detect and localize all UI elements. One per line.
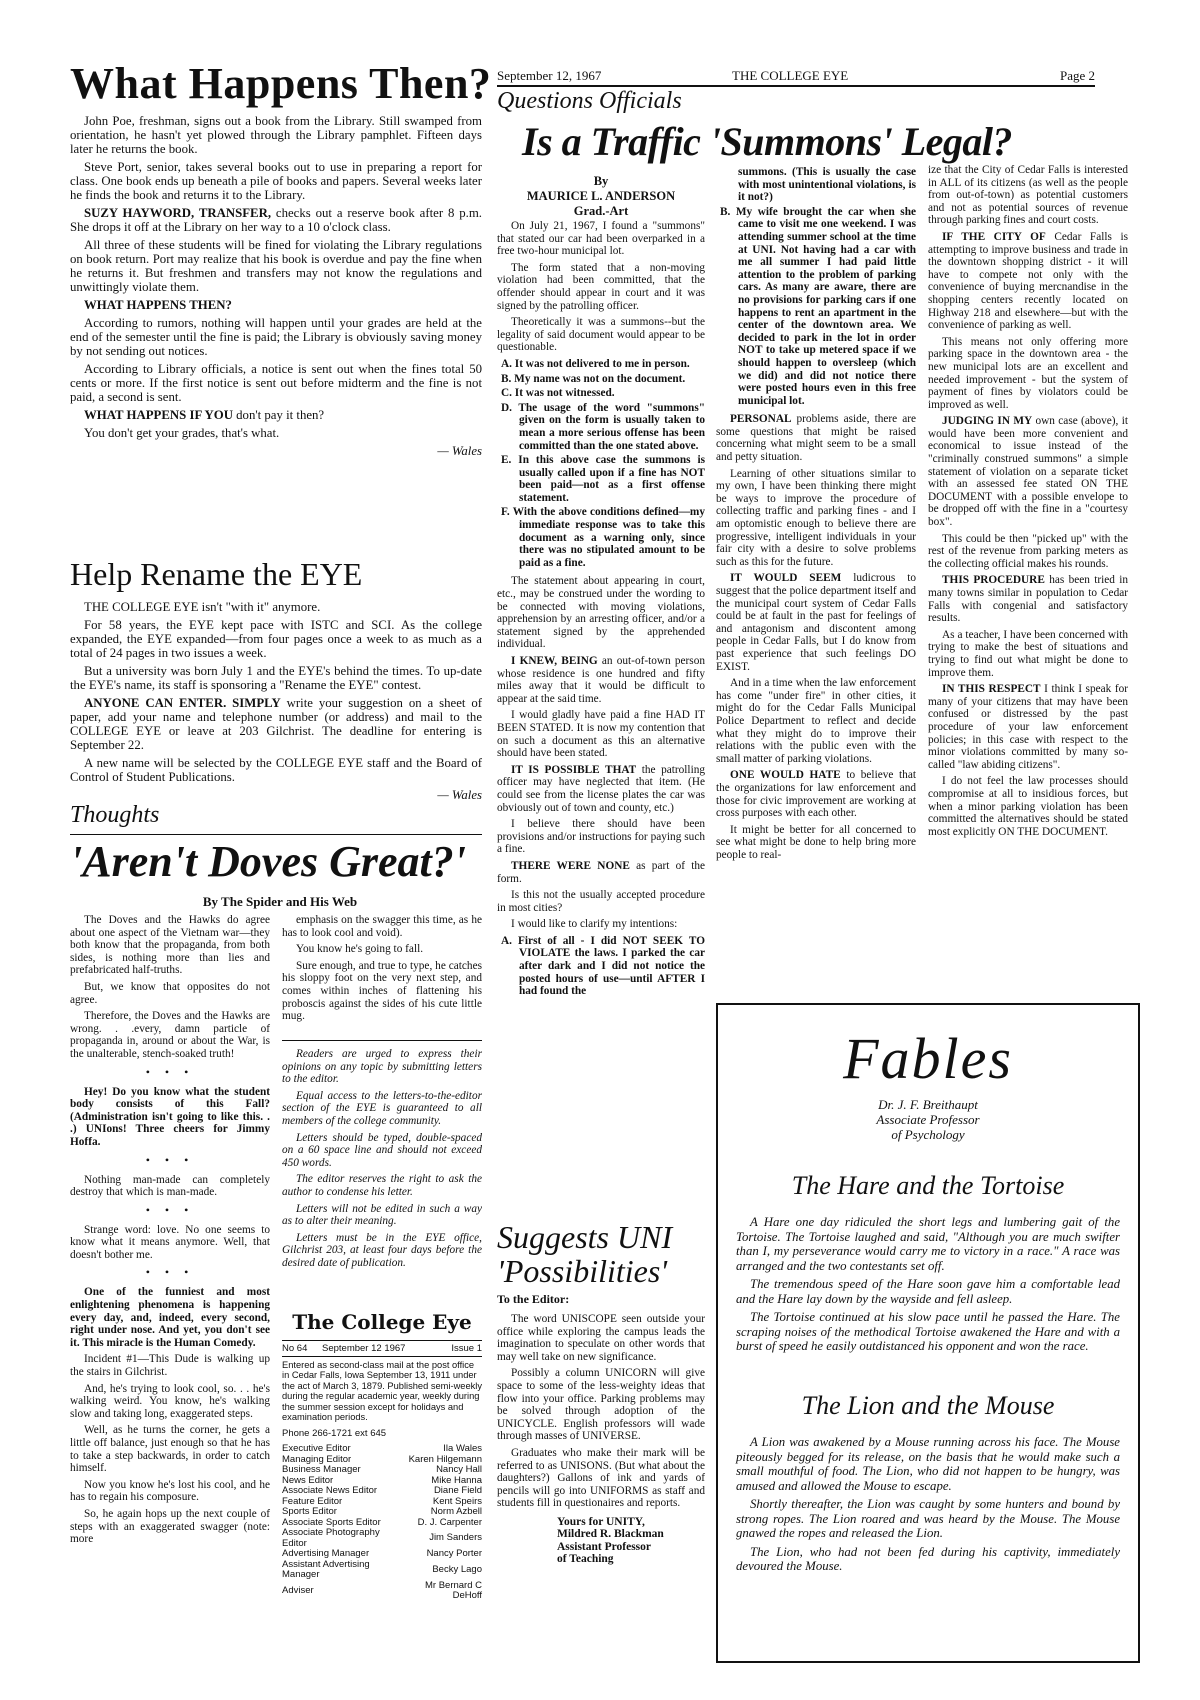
paragraph: And in a time when the law enforcement has come "under fire" in other cities, it might do for the Cedar Falls Municipal Police Department to reflect and decide what they might do to improve their relations with the public even with the small matter of parking violations.	[716, 677, 916, 765]
paragraph	[70, 206, 482, 234]
staff-role: Associate Photography Editor	[282, 1527, 380, 1549]
staff-role: News Editor	[282, 1474, 334, 1486]
paragraph-text: don't pay it then?	[232, 408, 325, 422]
list-item: D. The usage of the word "summons" given on the form is usually taken to mean a more serious offense has been committed than the one stated above.	[501, 401, 705, 452]
staff-role: Business Manager	[282, 1464, 361, 1475]
paragraph: You don't get your grades, that's what.	[84, 426, 280, 440]
paragraph: But, we know that opposites do not agree.	[70, 980, 270, 1006]
paragraph	[70, 696, 482, 752]
issue-number: No 64	[282, 1343, 308, 1354]
paragraph: The statement about appearing in court, etc., may be construed under the wording to be connected with moving violations, apprehension by an arresting officer, and/or a statement signed by the apprehended individual.	[497, 575, 705, 651]
paragraph: I would like to clarify my intentions:	[511, 918, 678, 931]
paragraph: And, he's trying to look cool, so. . . he's walking weird. You know, he's walking slow and taking long, exaggerated steps.	[70, 1382, 270, 1420]
byline-by: By	[593, 174, 609, 188]
fable-2-text	[736, 1435, 1120, 1578]
lead-in: ANYONE CAN ENTER. SIMPLY	[84, 696, 281, 710]
policy-paragraph: Letters must be in the EYE office, Gilchrist 203, at least four days before the desired date of publication.	[282, 1231, 482, 1269]
paragraph	[928, 683, 1128, 771]
summons-column-3	[928, 164, 1128, 842]
staff-table	[282, 1444, 482, 1602]
paragraph-text: as part of the form.	[497, 859, 705, 885]
author-title: of Psychology	[891, 1127, 965, 1142]
salutation: To the Editor:	[497, 1292, 570, 1306]
paragraph: Steve Port, senior, takes several books out to use in preparing a report for class. One book ends up beneath a pile of books and papers. Several weeks later he finds the book and returns it to the Library.	[70, 160, 482, 202]
paragraph: According to Library officials, a notice is sent out when the fines total 50 cents or more. If the first notice is sent out before midterm and the fine is not paid, a second is sent.	[70, 362, 482, 404]
staff-row	[282, 1549, 482, 1560]
byline-title: Grad.-Art	[573, 204, 629, 218]
byline-author: MAURICE L. ANDERSON	[526, 189, 676, 203]
staff-role: Associate Sports Editor	[282, 1516, 381, 1528]
paragraph: So, he again hops up the next couple of steps with an exaggerated swagger (note: more	[70, 1507, 270, 1546]
list-item: A. It was not delivered to me in person.	[501, 357, 690, 370]
uni-signature	[557, 1516, 705, 1566]
paragraph: Theoretically it was a summons--but the legality of said document would appear to be questionable.	[497, 316, 705, 354]
paragraph: The tremendous speed of the Hare soon gave him a comfortable lead and the Hare lay down by the wayside and fell asleep.	[736, 1277, 1120, 1306]
staff-person: Becky Lago	[432, 1563, 482, 1575]
uni-title-line-1: Suggests UNI	[497, 1219, 673, 1255]
lead-in: JUDGING IN MY	[942, 415, 1033, 428]
lead-in: THIS PROCEDURE	[942, 574, 1045, 587]
list-item: B. My name was not on the document.	[501, 372, 686, 385]
list-item: B. My wife brought the car when she came to visit me one weekend. I was attending summer school at the time at UNI. Not having had a car with me all summer I had paid little attention to the problem of parking cars. As many are aware, there are no provisions for parking cars if one happens to rent an apartment in the center of the downtown area. We decided to park in the lot in order NOT to take up metered space if we should happen to oversleep (which we did) and did not notice there were posted hours even in this free municipal lot.	[720, 205, 916, 407]
list-item: F. With the above conditions defined—my immediate response was to take this document as a warning only, since there was no stipulated amount to be paid as a fine.	[501, 506, 705, 569]
fables-box	[716, 1003, 1140, 1663]
paragraph: For 58 years, the EYE kept pace with ISTC and SCI. As the college expanded, the EYE expanded—from four pages once a week to as much as a total of 24 pages in two issues a week.	[70, 618, 482, 660]
paragraph	[497, 655, 705, 705]
paragraph: Possibly a column UNICORN will give space to some of the less-weighty ideas that flow into your office. Parking problems may be solved through adoption of the UNICYCLE. English professors will wade through masses of UNIVERSE.	[497, 1367, 705, 1443]
staff-row	[282, 1465, 482, 1476]
header-rule	[497, 85, 1095, 87]
lead-in: THERE WERE NONE	[511, 859, 630, 872]
paragraph: Learning of other situations similar to my own, I have been thinking there might be ways to improve the procedure of collecting traffic and parking fines - and I am optomistic enough to believe there are progressive, intelligent individuals in your fair city with a desire to solve problems such as this for the future.	[716, 467, 916, 568]
staff-person: Norm Azbell	[430, 1506, 482, 1517]
masthead-rule	[282, 1356, 482, 1357]
paragraph: It might be better for all concerned to see what might be done to help bring more people to real-	[716, 823, 916, 861]
policy-paragraph: Equal access to the letters-to-the-editor section of the EYE is guaranteed to all members of the college community.	[282, 1089, 482, 1127]
fable-1-title: The Hare and the Tortoise	[791, 1171, 1065, 1200]
paragraph: One of the funniest and most enlightening phenomena is happening every day, and, indeed, every second, right under nose. And yet, you don't see it. This miracle is the Human Comedy.	[70, 1286, 270, 1349]
issue-date: September 12 1967	[322, 1343, 406, 1354]
signature-line: Yours for UNITY,	[557, 1515, 645, 1528]
paragraph: As a teacher, I have been concerned with trying to make the best of situations and trying to find out what might be done to improve them.	[928, 628, 1128, 679]
paragraph: Strange word: love. No one seems to know what it means anymore. Well, that doesn't bother me.	[70, 1223, 270, 1261]
doves-column-2	[282, 914, 482, 1027]
rename-article	[70, 600, 482, 803]
list-item: E. In this above case the summons is usually called upon if a fine has NOT been paid—not as a first offense statement.	[501, 454, 705, 504]
policy-rule	[282, 1040, 482, 1041]
paragraph: Shortly thereafter, the Lion was caught by some hunters and bound by strong ropes. The Lion roared and was heard by the Mouse. The Mouse gnawed the ropes and released the Lion.	[736, 1497, 1120, 1540]
staff-role: Feature Editor	[282, 1495, 343, 1507]
paragraph: Graduates who make their mark will be referred to as UNISONS. (But what about the daughters?) Gallons of ink and yards of pencils will go into UNIFORMS as staff and students fill in questionaires and reports.	[497, 1446, 705, 1510]
staff-person: Karen Hilgemann	[408, 1453, 482, 1465]
paragraph: The form stated that a non-moving violation had been committed, that the offender should appear in court and it was signed by the patrolling officer.	[497, 261, 705, 312]
subhead: WHAT HAPPENS THEN?	[84, 298, 232, 312]
doves-column-1	[70, 914, 270, 1550]
signature-line: Assistant Professor	[557, 1540, 652, 1553]
paragraph: You know he's going to fall.	[296, 943, 424, 956]
summons-title: Is a Traffic 'Summons' Legal?	[522, 119, 1012, 164]
header-paper-name: THE COLLEGE EYE	[732, 68, 849, 83]
doves-kicker: Thoughts	[70, 802, 160, 828]
staff-person: D. J. Carpenter	[417, 1516, 482, 1528]
letters-policy	[282, 1048, 482, 1274]
kicker-rule	[70, 834, 482, 835]
staff-role: Associate News Editor	[282, 1485, 378, 1496]
author-name: Dr. J. F. Breithaupt	[878, 1097, 978, 1112]
paragraph: The word UNISCOPE seen outside your office while exploring the campus leads the imagination to speculate on other words that may well take on new significance.	[497, 1313, 705, 1363]
uni-title-line-2: 'Possibilities'	[497, 1253, 668, 1289]
paragraph: All three of these students will be fined for violating the Library regulations on book return. Port may realize that his book is overdue and pay the fine when he returns it. But freshmen and transfers may not know the regulations and unwittingly violate them.	[70, 238, 482, 294]
paragraph: This could be then "picked up" with the rest of the revenue from parking meters as the collecting official makes his rounds.	[928, 532, 1128, 570]
page-header	[497, 64, 1095, 86]
staff-role: Executive Editor	[282, 1443, 351, 1454]
staff-person: Ila Wales	[443, 1443, 482, 1454]
paragraph: Therefore, the Doves and the Hawks are wrong. . .every, damn particle of propaganda in, around or about the War, is the unalterable, stench-soaked truth!	[70, 1010, 270, 1060]
paragraph	[928, 415, 1128, 528]
lead-in: SUZY HAYWORD, TRANSFER,	[84, 206, 272, 220]
lead-in: IT IS POSSIBLE THAT	[511, 763, 637, 776]
fables-title: Fables	[843, 1026, 1013, 1091]
what-happens-article	[70, 114, 482, 459]
author-title: Associate Professor	[876, 1112, 980, 1127]
paragraph: A Lion was awakened by a Mouse running across his face. The Mouse piteously begged for its release, on the basis that he would make such a small mouthful of food. The Lion, who did not happen to be hungry, was amused and allowed the Mouse to escape.	[736, 1435, 1120, 1493]
staff-person: Nancy Porter	[426, 1548, 482, 1559]
paragraph: The Lion, who had not been fed during his captivity, immediately devoured the Mouse.	[736, 1544, 1120, 1573]
paragraph: I would gladly have paid a fine HAD IT BEEN STATED. It is now my contention that on such a document as this an alternative should have been stated.	[497, 709, 705, 760]
paragraph: John Poe, freshman, signs out a book from the Library. Still swamped from orientation, he hasn't yet plowed through the Library pamphlet. Fifteen days later he returns the book.	[70, 114, 482, 156]
lead-in: WHAT HAPPENS IF YOU	[84, 408, 233, 422]
paragraph-text: has been tried in many towns similar in population to Cedar Falls with congenial and satisfactory results.	[928, 574, 1129, 625]
lead-in: IT WOULD SEEM	[730, 572, 842, 585]
objection-list	[497, 358, 705, 570]
paragraph: emphasis on the swagger this time, as he has to look cool and void).	[282, 914, 482, 939]
paragraph	[928, 231, 1128, 332]
lead-in: PERSONAL	[730, 413, 792, 426]
separator-stars: • • •	[145, 1265, 195, 1280]
summons-kicker: Questions Officials	[497, 88, 682, 114]
list-item: summons. (This is usually the case with most unintentional violations, is it not?)	[738, 166, 916, 204]
paragraph: A Hare one day ridiculed the short legs and lumbering gait of the Tortoise. The Tortoise laughed and said, "Although you are much swifter than I, my perseverance would carry me to victory in a race." A race was arranged and the two contestants set off.	[736, 1215, 1120, 1273]
intentions-list-cont	[716, 166, 916, 407]
paragraph: Sure enough, and true to type, he catches his sloppy foot on the very next step, and comes within inches of flattening his proboscis against the sides of his cute little mug.	[282, 959, 482, 1023]
masthead-rule	[282, 1340, 482, 1341]
staff-person: Mike Hanna	[431, 1474, 482, 1486]
policy-paragraph: Letters should be typed, double-spaced on a 60 space line and should not exceed 450 words.	[282, 1131, 482, 1169]
paragraph: But a university was born July 1 and the EYE's behind the times. To up-date the EYE's name, its staff is sponsoring a "Rename the EYE" contest.	[70, 664, 482, 692]
paragraph: On July 21, 1967, I found a "summons" that stated our car had been overparked in a free two-hour municipal lot.	[497, 220, 705, 258]
uni-article	[497, 1220, 705, 1566]
paragraph-text: I think I speak for many of your citizens that may have been confused or distressed by the past procedure of your law enforcement policies; in this case with respect to the minor violations committed by many so-called "law abiding citizens".	[928, 683, 1129, 771]
masthead-nameplate: The College Eye	[292, 1310, 472, 1334]
staff-role: Assistant Advertising Manager	[282, 1558, 370, 1580]
doves-title: 'Aren't Doves Great?'	[70, 837, 466, 886]
policy-paragraph: The editor reserves the right to ask the author to condense his letter.	[282, 1173, 482, 1198]
policy-paragraph: Letters will not be edited in such a way as to alter their meaning.	[282, 1202, 482, 1228]
header-date: September 12, 1967	[497, 68, 602, 83]
paragraph: This means not only offering more parking space in the downtown area - the new municipal lots are an excellent and needed improvement - but the system of payment of fines by violators could be improved as well.	[928, 335, 1128, 411]
paragraph-text: write your suggestion on a sheet of paper, add your name and telephone number (or address) and mail to the COLLEGE EYE or leave at 203 Gilchrist. The deadline for entering is September 22.	[70, 696, 482, 752]
paragraph	[70, 408, 482, 422]
entry-notice: Entered as second-class mail at the post office in Cedar Falls, Iowa September 13, 1911 under the act of March 3, 1879. Published semi-weekly during the regular academic year, weekly during the summer session except for holidays and examination periods.	[282, 1360, 482, 1423]
phone-number: Phone 266-1721 ext 645	[282, 1428, 387, 1439]
separator-stars: • • •	[145, 1202, 195, 1217]
signature: — Wales	[437, 788, 482, 802]
lead-in: I KNEW, BEING	[511, 655, 598, 667]
staff-row	[282, 1581, 482, 1602]
lead-in: IF THE CITY OF	[942, 230, 1046, 243]
issue-line	[282, 1343, 482, 1354]
paragraph	[716, 769, 916, 819]
paragraph-text: problems aside, there are some questions that might be raised concerning what might seem to be a small and petty situation.	[716, 413, 916, 464]
summons-byline	[497, 174, 705, 219]
paragraph-text: the patrolling officer may have neglected that item. (He could see from the license plates the car was obviously out of town and county, etc.)	[497, 763, 705, 814]
paragraph-text: own case (above), it would have been more convenient and economical to issue instead of the "criminally construed summons" a simple statement of violation on a separate ticket with an assessed fee stated ON THE DOCUMENT with a possible envelope to be dropped off with the fine in a "courtesy box".	[928, 415, 1128, 529]
lead-in: ONE WOULD HATE	[730, 769, 841, 782]
fable-1-text	[736, 1215, 1120, 1358]
paragraph: I do not feel the law processes should compromise at all to insidious forces, but when a minor parking violation has been committed the alternatives should be stated most explicitly ON THE DOCUMENT.	[928, 775, 1128, 838]
paragraph-text: checks out a reserve book after 8 p.m. She drops it off at the Library on her way to a 10 o'clock class.	[70, 206, 482, 234]
staff-person: Jim Sanders	[429, 1532, 482, 1544]
summons-column-2	[716, 164, 916, 865]
paragraph	[716, 572, 916, 673]
rename-title: Help Rename the EYE	[70, 556, 363, 592]
signature-line: Mildred R. Blackman	[557, 1528, 664, 1541]
paragraph: According to rumors, nothing will happen until your grades are held at the end of the semester until the fine is paid; the Library is obviously saving money by not sending out notices.	[70, 316, 482, 358]
paragraph	[497, 860, 705, 885]
paragraph: THE COLLEGE EYE isn't "with it" anymore.	[84, 600, 321, 614]
policy-paragraph: Readers are urged to express their opinions on any topic by submitting letters to the editor.	[282, 1048, 482, 1086]
issue-label: Issue 1	[451, 1343, 482, 1354]
separator-stars: • • •	[145, 1152, 195, 1167]
fables-author	[718, 1097, 1138, 1142]
paragraph: Incident #1—This Dude is walking up the stairs in Gilchrist.	[70, 1353, 270, 1379]
staff-row	[282, 1560, 482, 1581]
staff-row	[282, 1444, 482, 1455]
staff-role: Managing Editor	[282, 1453, 352, 1465]
paragraph-text: to believe that the organizations for law enforcement and those for civic improvement are working at cross purposes with each other.	[716, 769, 916, 820]
fable-2-title: The Lion and the Mouse	[801, 1391, 1055, 1420]
paragraph	[497, 764, 705, 814]
paragraph: I believe there should have been provisions and/or instructions for paying such a fine.	[497, 818, 705, 856]
staff-role: Advertising Manager	[282, 1548, 370, 1559]
staff-person: Diane Field	[433, 1485, 482, 1496]
signature-line: of Teaching	[557, 1553, 614, 1566]
separator-stars: • • •	[145, 1064, 195, 1079]
paragraph: The Doves and the Hawks do agree about one aspect of the Vietnam war—they both know that the propaganda, from both sides, is nothing more than lies and prefabricated half-truths.	[70, 914, 270, 977]
paragraph: Well, as he turns the corner, he gets a little off balance, just enough so that he has to take a step backwards, in order to catch himself.	[70, 1424, 270, 1475]
intentions-list	[497, 935, 705, 998]
list-item: A. First of all - I did NOT SEEK TO VIOLATE the laws. I parked the car after dark and I did not notice the posted hours of use—until AFTER I had found the	[501, 934, 705, 998]
paragraph-text: ludicrous to suggest that the police department itself and the municipal court system of Cedar Falls could be at fault in the past for feelings of and antagonism and discontent among people in Cedar Falls, but I do know from past experience that such feelings DO EXIST.	[716, 572, 917, 673]
doves-byline: By The Spider and His Web	[202, 894, 358, 909]
paragraph: Nothing man-made can completely destroy that which is man-made.	[70, 1173, 270, 1199]
paragraph	[928, 574, 1128, 624]
paragraph: Now you know he's lost his cool, and he has to regain his composure.	[70, 1478, 270, 1504]
signature: — Wales	[437, 444, 482, 458]
summons-column-1	[497, 220, 705, 1004]
staff-row	[282, 1507, 482, 1518]
staff-role: Adviser	[282, 1584, 314, 1596]
paragraph: A new name will be selected by the COLLEGE EYE staff and the Board of Control of Student Publications.	[70, 756, 482, 784]
paragraph-text: Cedar Falls is attempting to improve business and trade in the downtown shopping district - it will have to compete not only with the convenience of buying mercnandise in the shopping centers recently located on Highway 218 and elsewhere—but with the convenience of parking as well.	[928, 230, 1128, 332]
paragraph: The Tortoise continued at his slow pace until he passed the Hare. The scraping noises of the methodical Tortoise awakened the Hare and with a burst of speed he easily outdistanced his opponent and won the race.	[736, 1310, 1120, 1353]
staff-row	[282, 1528, 482, 1549]
staff-person: Nancy Hall	[436, 1464, 482, 1475]
staff-person: Mr Bernard C DeHoff	[424, 1579, 482, 1601]
paragraph: Hey! Do you know what the student body consists of this Fall? (Administration isn't going to like this. . .) UNIons! Three cheers for Jimmy Hoffa.	[70, 1085, 270, 1148]
lead-in: IN THIS RESPECT	[942, 683, 1041, 696]
list-item: C. It was not witnessed.	[501, 387, 615, 400]
paragraph: Is this not the usually accepted procedure in most cities?	[497, 889, 705, 914]
header-page-number: Page 2	[1059, 68, 1095, 83]
paragraph: ize that the City of Cedar Falls is interested in ALL of its citizens (as well as the people from out-of-town) as potential customers and not as potential sources of revenue through parking fines and court costs.	[928, 164, 1128, 227]
paragraph	[716, 413, 916, 463]
staff-role: Sports Editor	[282, 1506, 337, 1517]
what-happens-title: What Happens Then?	[70, 59, 492, 108]
staff-row	[282, 1486, 482, 1497]
paragraph-text: an out-of-town person whose residence is one hundred and fifty miles away that it would be difficult to appear at the said time.	[497, 655, 706, 705]
staff-person: Kent Speirs	[432, 1495, 482, 1507]
